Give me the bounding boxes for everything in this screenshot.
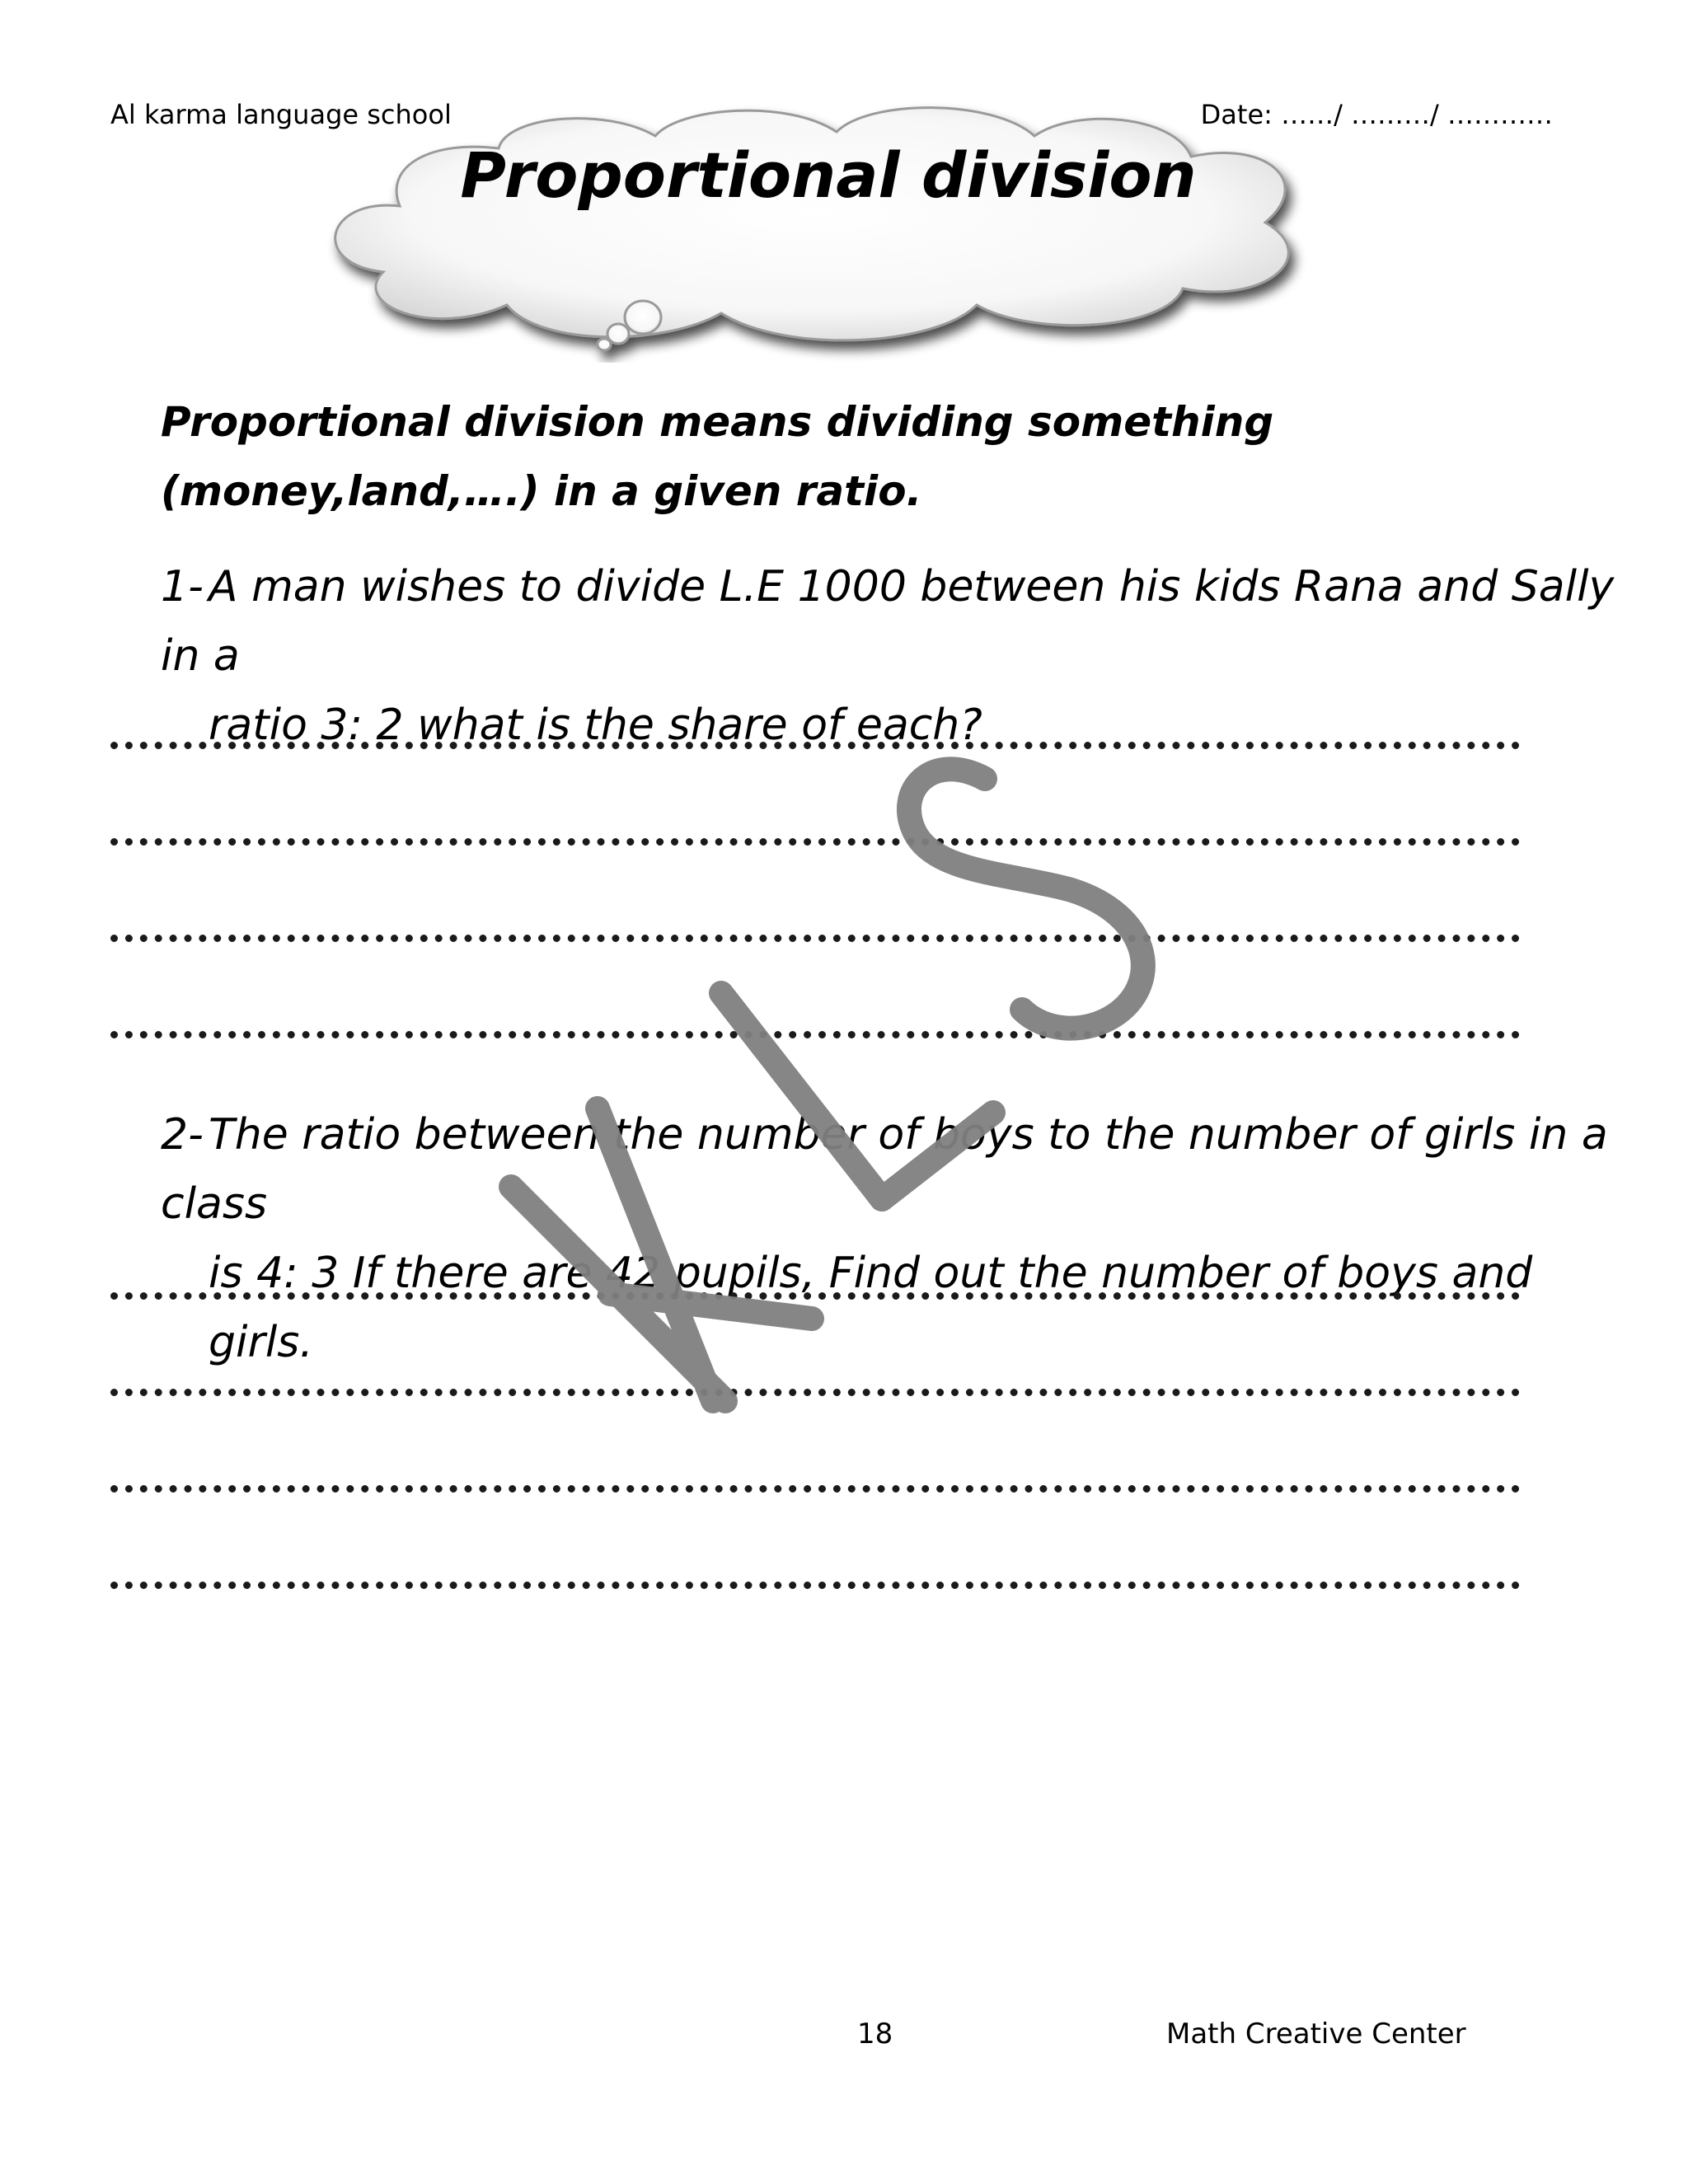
answer-line[interactable] — [110, 1582, 1520, 1589]
question-2 — [161, 1100, 1628, 1377]
question-text-line2: is 4: 3 If there are 42 pupils, Find out the number of boys and girls. — [209, 1249, 1533, 1367]
answer-line[interactable] — [110, 1031, 1520, 1038]
question-1 — [161, 552, 1628, 760]
school-name: Al karma language school — [110, 99, 452, 130]
question-number: 1- — [161, 562, 204, 612]
page-number: 18 — [857, 2018, 893, 2050]
answer-line[interactable] — [110, 742, 1520, 749]
footer-center-name: Math Creative Center — [1166, 2018, 1466, 2050]
answer-line[interactable] — [110, 838, 1520, 846]
date-field: Date: ……/ ………/ ………… — [1200, 99, 1553, 130]
question-text-line1: A man wishes to divide L.E 1000 between his kids Rana and Sally in a — [161, 562, 1615, 681]
answer-line[interactable] — [110, 1485, 1520, 1493]
answer-line[interactable] — [110, 1389, 1520, 1396]
question-text-line2: ratio 3: 2 what is the share of each? — [209, 701, 982, 750]
question-text-line1: The ratio between the number of boys to the number of girls in a class — [161, 1110, 1608, 1229]
page-title: Proportional division — [460, 138, 1197, 212]
answer-line[interactable] — [110, 935, 1520, 942]
answer-line[interactable] — [110, 1292, 1520, 1300]
question-number: 2- — [161, 1110, 204, 1160]
definition-text: Proportional division means dividing something (money,land,….) in a given ratio. — [161, 398, 1274, 515]
